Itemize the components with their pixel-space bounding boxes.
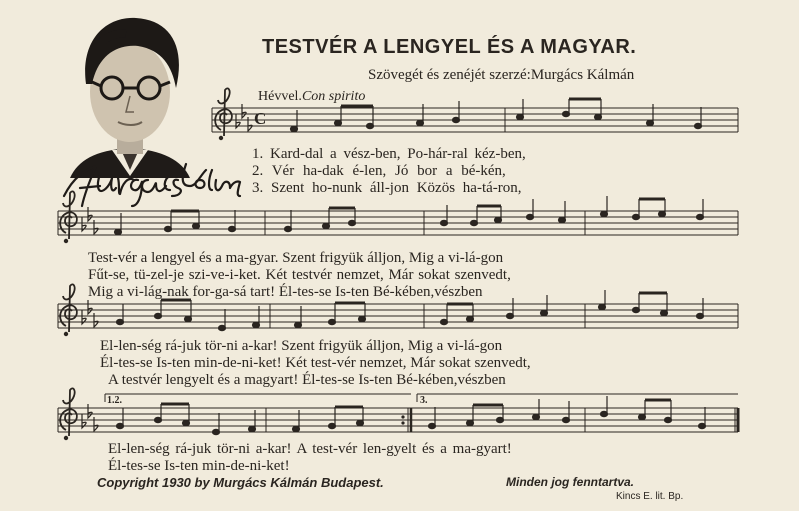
lyric-line-3-3: A testvér lengyelt és a magyart! Él-tes-se Is-ten Bé-kében,vészben	[108, 372, 506, 388]
tempo-marking	[258, 89, 365, 105]
lyric-line-2-2: Fűt-se, tü-zel-je szi-ve-i-ket. Két testvér nemzet, Már sokat szenvedt,	[88, 267, 511, 283]
lyric-line-1-1: 1. Kard-dal a vész-ben, Po-hár-ral kéz-ben,	[252, 146, 526, 162]
copyright-notice: Copyright 1930 by Murgács Kálmán Budapest.	[97, 475, 384, 490]
tempo-text: Hévvel.	[258, 89, 302, 104]
song-title: TESTVÉR A LENGYEL ÉS A MAGYAR.	[262, 36, 637, 58]
third-ending-label: 3.	[420, 395, 428, 406]
lyric-line-3-1: El-len-ség rá-juk tör-ni a-kar! Szent frigyük álljon, Mig a vi-lá-gon	[100, 338, 503, 354]
rights-notice: Minden jog fenntartva.	[506, 475, 635, 489]
printer-mark: Kincs E. lit. Bp.	[616, 491, 684, 502]
time-signature: C	[254, 109, 267, 128]
lyric-line-4-2: Él-tes-se Is-ten min-de-ni-ket!	[108, 458, 290, 474]
tempo-italic: Con spirito	[301, 89, 366, 104]
lyric-line-1-3: 3. Szent ho-nunk áll-jon Közös ha-tá-ron,	[252, 180, 522, 196]
lyric-line-1-2: 2. Vér ha-dak é-len, Jó bor a bé-kén,	[252, 163, 506, 179]
composer-credit: Szövegét és zenéjét szerzé:Murgács Kálmán	[368, 67, 635, 83]
lyric-line-4-1: El-len-ség rá-juk tör-ni a-kar! A test-vér len-gyelt és a ma-gyart!	[108, 441, 512, 457]
first-ending-label: 1.2.	[107, 395, 122, 406]
lyric-line-2-3: Mig a vi-lág-nak for-ga-sá tart! Él-tes-se Is-ten Bé-kében,vészben	[88, 284, 483, 300]
lyric-line-2-1: Test-vér a lengyel és a ma-gyar. Szent frigyük álljon, Mig a vi-lá-gon	[88, 250, 504, 266]
lyric-line-3-2: Él-tes-se Is-ten min-de-ni-ket! Két test-vér nemzet, Már sokat szenvedt,	[100, 355, 531, 371]
